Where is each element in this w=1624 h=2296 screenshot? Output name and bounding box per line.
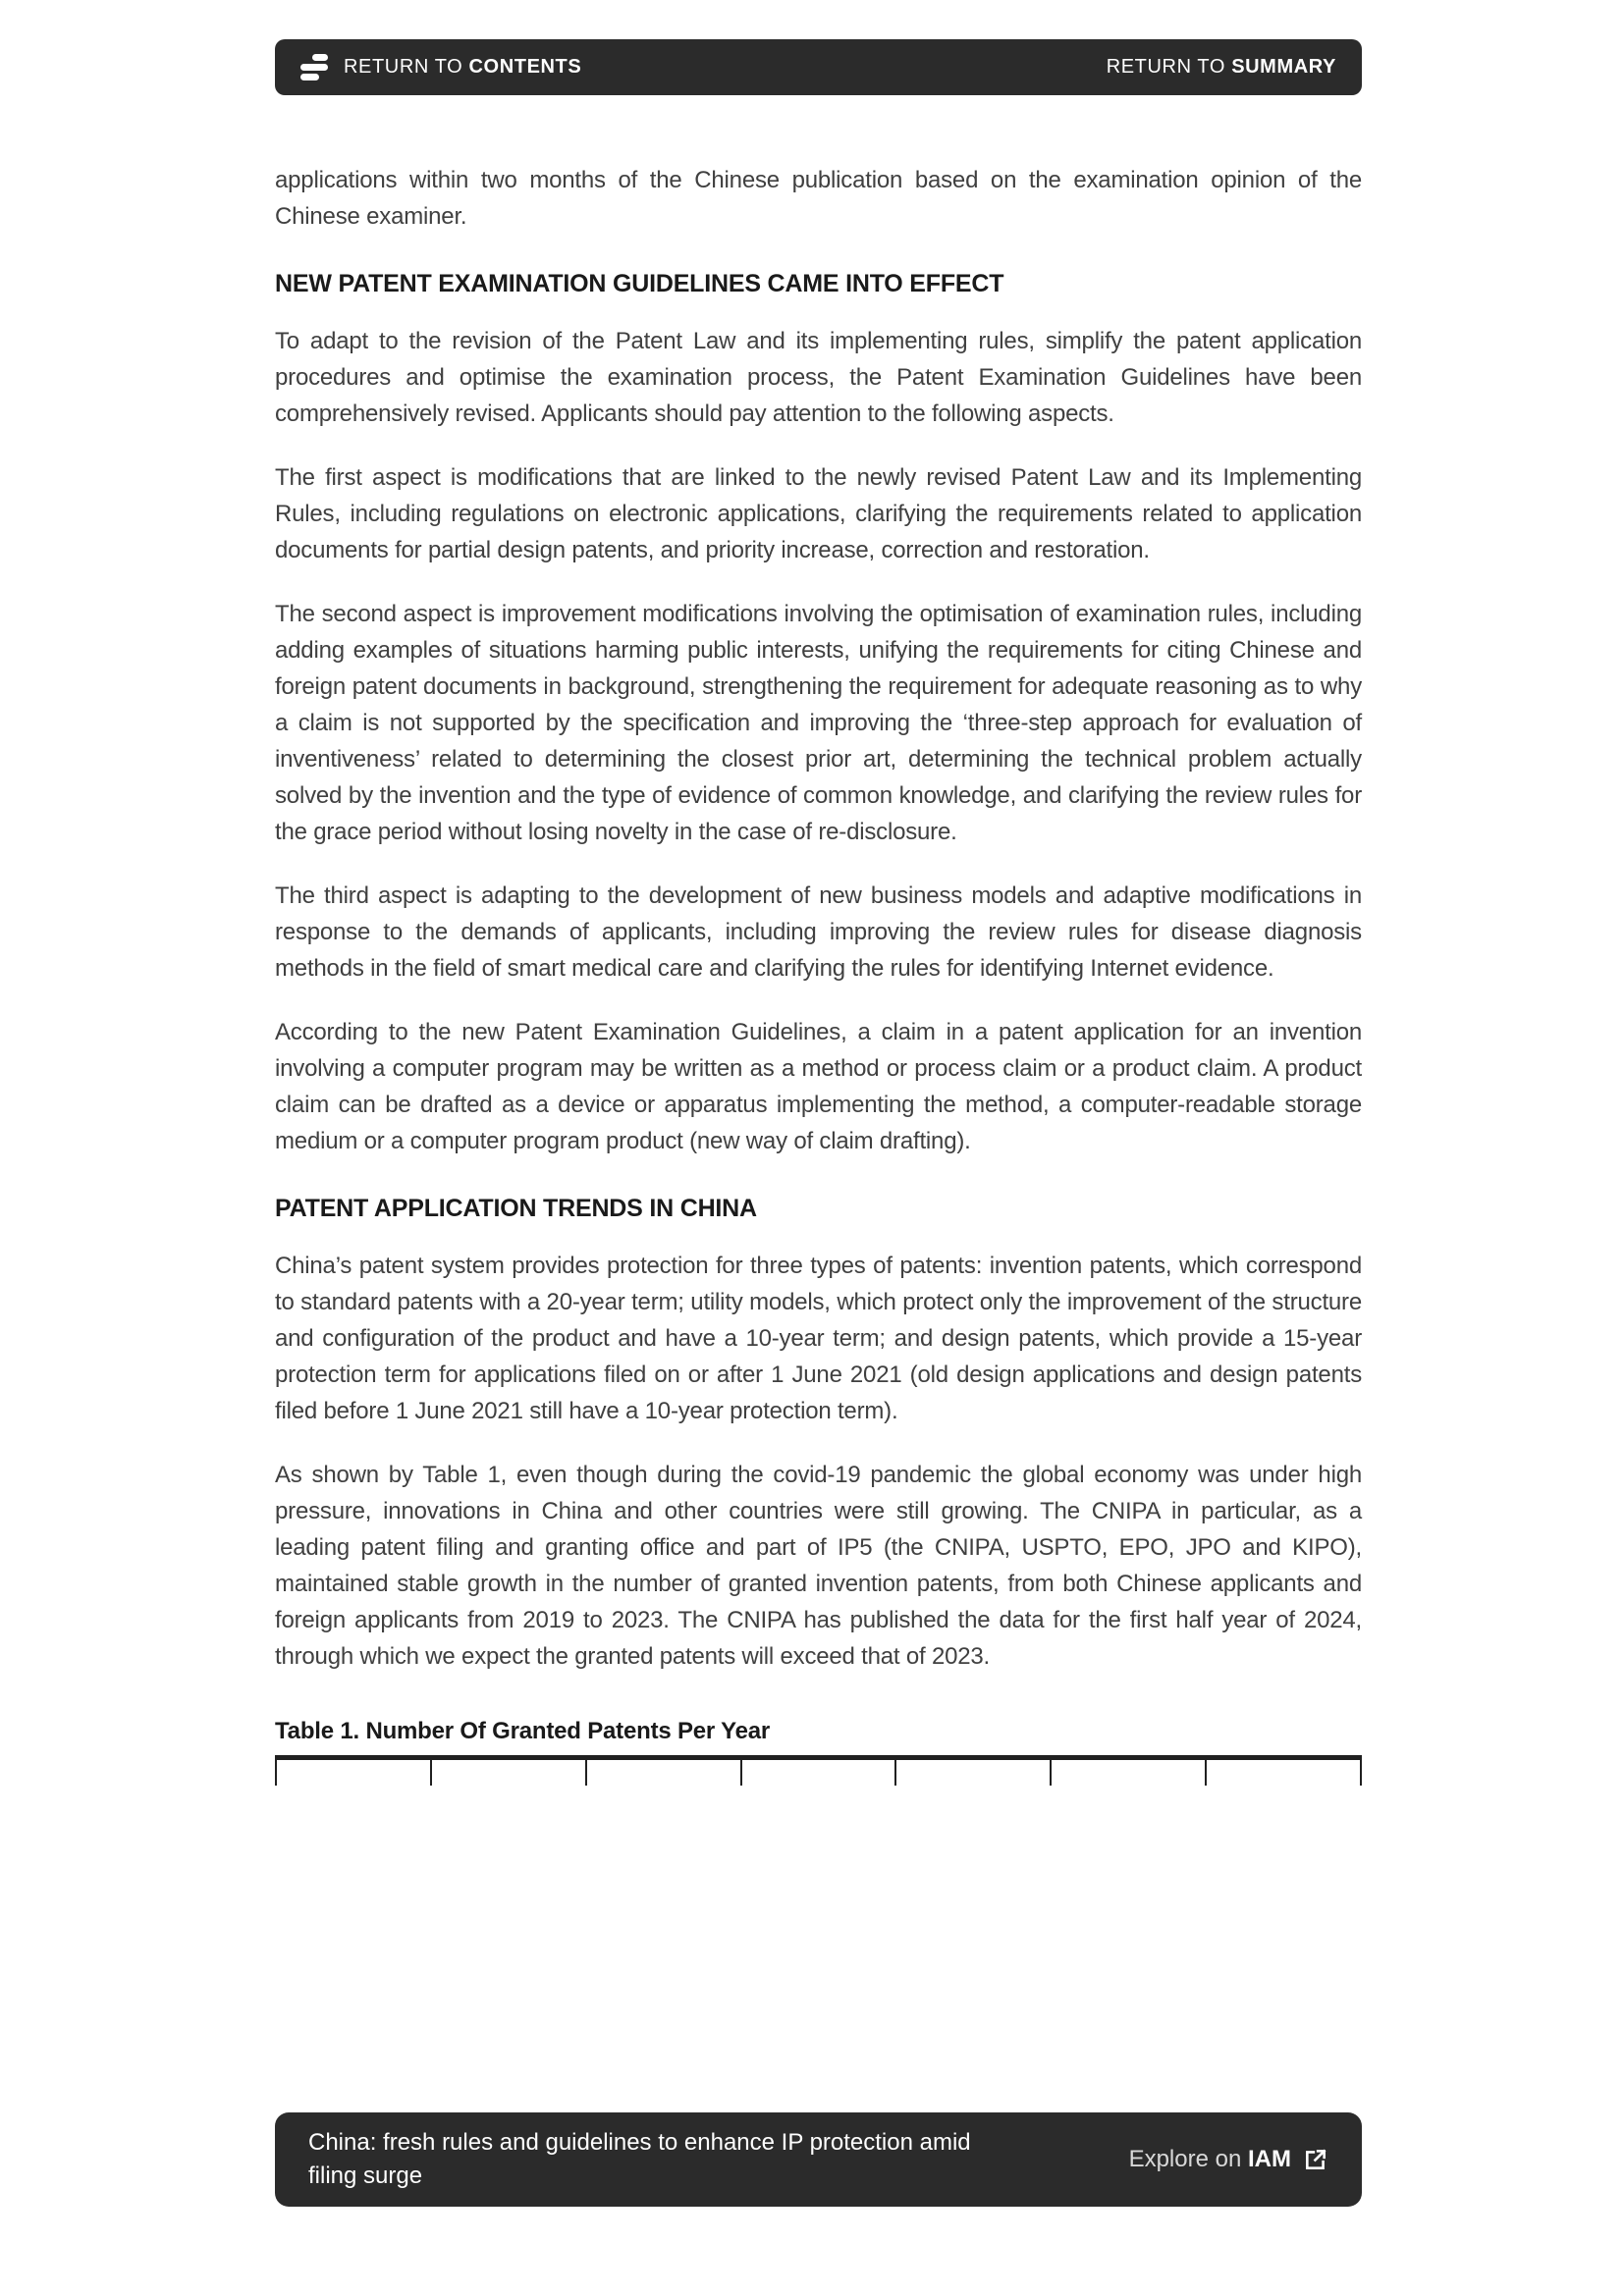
table-column-stub	[277, 1760, 432, 1786]
contents-list-icon	[300, 54, 330, 81]
top-nav-bar	[275, 39, 1362, 95]
explore-on-iam-link[interactable]	[1129, 2146, 1328, 2173]
table-caption: Table 1. Number Of Granted Patents Per Year	[275, 1718, 771, 1744]
explore-link-label: Explore on IAM	[1128, 2146, 1291, 2172]
paragraph-patent-types: China’s patent system provides protection for three types of patents: invention patents, which correspond to standard patents with a 20-year term; utility models, which protect only the improvement of the structure and configuration of the product and have a 10-year term; and design patents, which provide a 15-year protection term for applications filed on or after 1 June 2021 (old design applications and design patents filed before 1 June 2021 still have a 10-year protection term).	[275, 1253, 1362, 1424]
paragraph-table-context: As shown by Table 1, even though during the covid-19 pandemic the global economy was under high pressure, innovations in China and other countries were still growing. The CNIPA in particular, as a leading patent filing and granting office and part of IP5 (the CNIPA, USPTO, EPO, JPO and KIPO), maintained stable growth in the number of granted invention patents, from both Chinese applicants and foreign applicants from 2019 to 2023. The CNIPA has published the data for the first half year of 2024, through which we expect the granted patents will exceed that of 2023.	[275, 1462, 1362, 1670]
footer-article-title: China: fresh rules and guidelines to enhance IP protection amid filing surge	[308, 2129, 971, 2189]
return-to-summary-label: RETURN TO SUMMARY	[1106, 56, 1336, 78]
external-link-icon	[1303, 2147, 1328, 2172]
table-column-stub	[1207, 1760, 1360, 1786]
return-to-contents-label: RETURN TO CONTENTS	[344, 56, 582, 78]
table-column-stub	[742, 1760, 897, 1786]
paragraph-first-aspect: The first aspect is modifications that are linked to the newly revised Patent Law and its Implementing Rules, including regulations on electronic applications, clarifying the requirements related to application documents for partial design patents, and priority increase, correction and restoration.	[275, 464, 1362, 563]
table-column-stub	[432, 1760, 587, 1786]
table-column-stub	[1052, 1760, 1207, 1786]
heading-application-trends: PATENT APPLICATION TRENDS IN CHINA	[275, 1195, 757, 1222]
return-to-contents-link[interactable]	[300, 54, 581, 81]
paragraph-according: According to the new Patent Examination Guidelines, a claim in a patent application for an invention involving a computer program may be written as a method or process claim or a product claim. A product claim can be drafted as a device or apparatus implementing the method, a computer-readable storage medium or a computer program product (new way of claim drafting).	[275, 1019, 1362, 1154]
paragraph-third-aspect: The third aspect is adapting to the development of new business models and adaptive modifications in response to the demands of applicants, including improving the review rules for disease diagnosis methods in the field of smart medical care and clarifying the rules for identifying Internet evidence.	[275, 882, 1362, 982]
heading-new-guidelines: NEW PATENT EXAMINATION GUIDELINES CAME INTO EFFECT	[275, 270, 1004, 297]
paragraph-intro: applications within two months of the Chinese publication based on the examination opinion of the Chinese examiner.	[275, 167, 1362, 230]
article-body	[275, 162, 1362, 1786]
paragraph-adapt: To adapt to the revision of the Patent Law and its implementing rules, simplify the patent application procedures and optimise the examination process, the Patent Examination Guidelines have been comprehensively revised. Applicants should pay attention to the following aspects.	[275, 328, 1362, 427]
footer-bar	[275, 2112, 1362, 2207]
return-to-summary-link[interactable]	[1107, 56, 1336, 79]
table-column-stub	[587, 1760, 742, 1786]
paragraph-second-aspect: The second aspect is improvement modifications involving the optimisation of examination rules, including adding examples of situations harming public interests, unifying the requirements for citing Chinese and foreign patent documents in background, strengthening the requirement for adequate reasoning as to why a claim is not supported by the specification and improving the ‘three-step approach for evaluation of inventiveness’ related to determining the closest prior art, determining the technical problem actually solved by the invention and the type of evidence of common knowledge, and clarifying the review rules for the grace period without losing novelty in the case of re-disclosure.	[275, 601, 1362, 845]
table-column-stub	[896, 1760, 1052, 1786]
granted-patents-table-fragment	[275, 1755, 1362, 1786]
